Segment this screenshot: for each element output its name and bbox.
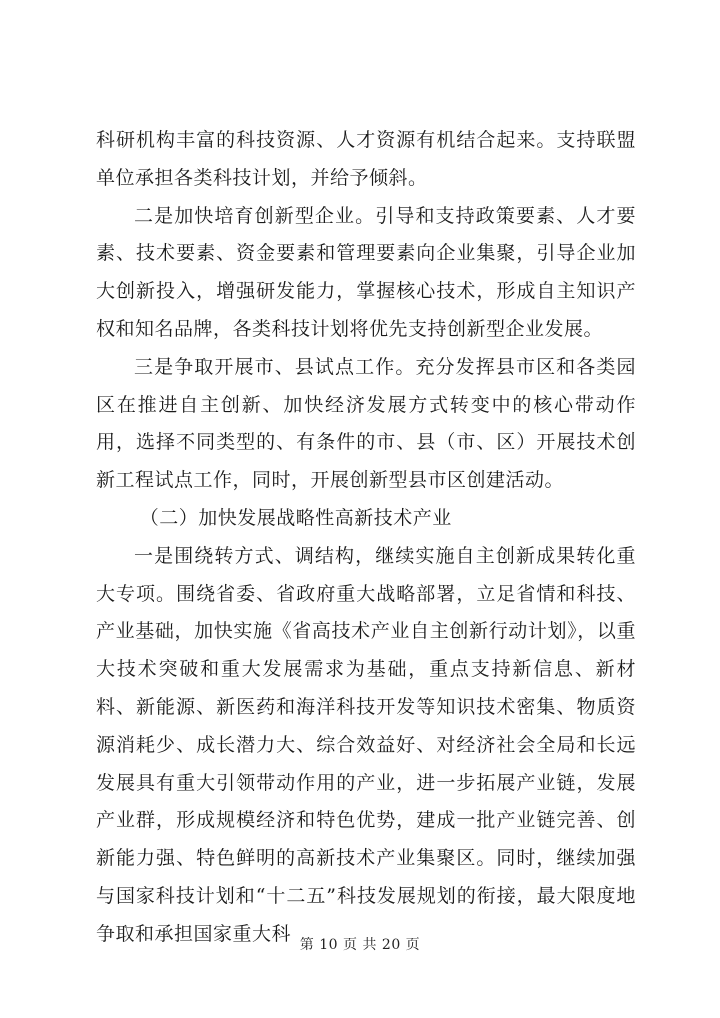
paragraph-innovative-enterprises: 二是加快培育创新型企业。引导和支持政策要素、人才要素、技术要素、资金要素和管理要素向企业集聚，引导企业加大创新投入，增强研发能力，掌握核心技术，形成自主知识产权和知名品牌，各类科技计划将优先支持创新型企业发展。 (96, 204, 636, 340)
page-footer: 第 10 页 共 20 页 (299, 937, 421, 953)
paragraph-transform-structure: 一是围绕转方式、调结构，继续实施自主创新成果转化重大专项。围绕省委、省政府重大战略部署，立足省情和科技、产业基础，加快实施《省高技术产业自主创新行动计划》，以重大技术突破和重大发展需求为基础，重点支持新信息、新材料、新能源、新医药和海洋科技开发等知识技术密集、物质资源消耗少、成长潜力大、综合效益好、对经济社会全局和长远发展具有重大引领带动作用的产业，进一步拓展产业链，发展产业群，形成规模经济和特色优势，建成一批产业链完善、创新能力强、特色鲜明的高新技术产业集聚区。同时，继续加强与国家科技计划和“十二五”科技发展规划的衔接，最大限度地争取和承担国家重大科 (96, 544, 636, 945)
paragraph-continuation: 科研机构丰富的科技资源、人才资源有机结合起来。支持联盟单位承担各类科技计划，并给予倾斜。 (96, 129, 636, 189)
paragraph-pilot-work: 三是争取开展市、县试点工作。充分发挥县市区和各类园区在推进自主创新、加快经济发展方式转变中的核心带动作用，选择不同类型的、有条件的市、县（市、区）开展技术创新工程试点工作，同时，开展创新型县市区创建活动。 (96, 355, 636, 492)
document-body (96, 122, 636, 954)
section-heading: （二）加快发展战略性高新技术产业 (139, 506, 452, 529)
